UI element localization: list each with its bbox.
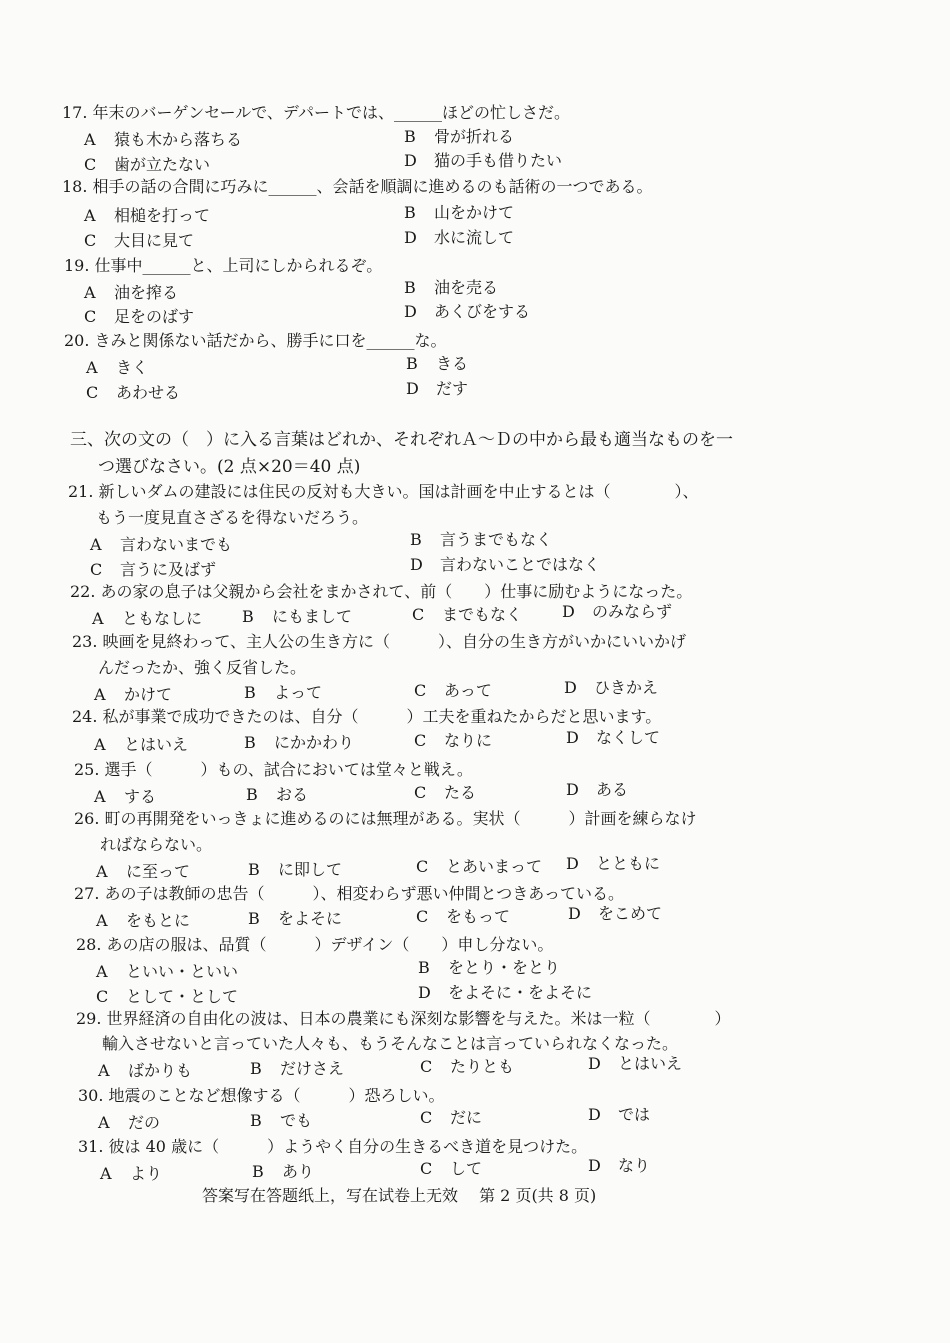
q26-option-a: A に至って bbox=[96, 862, 191, 881]
q17-option-b: B 骨が折れる bbox=[404, 127, 515, 146]
q22-option-c: C までもなく bbox=[412, 605, 523, 624]
question-18-stem: 18. 相手の話の合間に巧みに______、会話を順調に進めるのも話術の一つである。 bbox=[62, 177, 653, 196]
q31-option-a: A より bbox=[100, 1164, 163, 1183]
q27-option-b: B をよそに bbox=[248, 909, 343, 928]
question-20-stem: 20. きみと関係ない話だから、勝手に口を______な。 bbox=[64, 331, 447, 350]
q18-option-d: D 水に流して bbox=[404, 228, 515, 247]
question-21-stem-line1: 21. 新しいダムの建設には住民の反対も大きい。国は計画を中止するとは（ ）、 bbox=[68, 482, 699, 501]
q21-option-d: D 言わないことではなく bbox=[410, 555, 601, 574]
question-27-stem: 27. あの子は教師の忠告（ ）、相変わらず悪い仲間とつきあっている。 bbox=[74, 884, 625, 903]
q28-option-d: D をよそに・をよそに bbox=[418, 983, 593, 1002]
q18-option-b: B 山をかけて bbox=[404, 203, 515, 222]
q20-option-a: A きく bbox=[86, 358, 149, 377]
q27-option-d: D をこめて bbox=[568, 904, 663, 923]
q26-option-c: C とあいまって bbox=[416, 857, 543, 876]
question-28-stem: 28. あの店の服は、品質（ ）デザイン（ ）申し分ない。 bbox=[76, 935, 554, 954]
question-31-stem: 31. 彼は 40 歳に（ ）ようやく自分の生きるべき道を見つけた。 bbox=[78, 1137, 588, 1156]
q29-option-c: C たりとも bbox=[420, 1057, 515, 1076]
q22-option-d: D のみならず bbox=[562, 602, 673, 621]
q23-option-a: A かけて bbox=[94, 685, 173, 704]
q18-option-a: A 相槌を打って bbox=[84, 206, 211, 225]
q28-option-a: A といい・といい bbox=[96, 962, 239, 981]
q25-option-d: D ある bbox=[566, 780, 629, 799]
question-23-stem-line2: んだったか、強く反省した。 bbox=[98, 658, 307, 677]
q30-option-d: D では bbox=[588, 1105, 651, 1124]
q29-option-d: D とはいえ bbox=[588, 1054, 683, 1073]
q25-option-a: A する bbox=[94, 787, 157, 806]
q24-option-b: B にかかわり bbox=[244, 733, 355, 752]
q24-option-a: A とはいえ bbox=[94, 735, 189, 754]
q28-option-c: C として・として bbox=[96, 987, 239, 1006]
section-3-heading-line1: 三、次の文の（ ）に入る言葉はどれか、それぞれＡ～Ｄの中から最も適当なものを一 bbox=[70, 430, 733, 450]
q27-option-c: C をもって bbox=[416, 907, 511, 926]
q30-option-c: C だに bbox=[420, 1108, 483, 1127]
q28-option-b: B をとり・をとり bbox=[418, 958, 561, 977]
question-17-stem: 17. 年末のバーゲンセールで、デパートでは、______ほどの忙しさだ。 bbox=[62, 103, 570, 122]
q19-option-b: B 油を売る bbox=[404, 278, 499, 297]
q25-option-c: C たる bbox=[414, 783, 477, 802]
q20-option-c: C あわせる bbox=[86, 383, 181, 402]
q20-option-d: D だす bbox=[406, 379, 469, 398]
q27-option-a: A をもとに bbox=[96, 911, 191, 930]
q20-option-b: B きる bbox=[406, 354, 469, 373]
q19-option-a: A 油を搾る bbox=[84, 283, 179, 302]
question-23-stem-line1: 23. 映画を見終わって、主人公の生き方に（ ）、自分の生き方がいかにいいかげ bbox=[72, 632, 687, 651]
question-26-stem-line1: 26. 町の再開発をいっきょに進めるのには無理がある。実状（ ）計画を練らなけ bbox=[74, 809, 697, 828]
q30-option-b: B でも bbox=[250, 1111, 313, 1130]
question-26-stem-line2: ればならない。 bbox=[100, 835, 213, 854]
section-3-heading-line2: つ選びなさい。(2 点×20＝40 点) bbox=[98, 457, 361, 477]
q18-option-c: C 大目に見て bbox=[84, 231, 195, 250]
q29-option-b: B だけさえ bbox=[250, 1059, 345, 1078]
question-19-stem: 19. 仕事中______と、上司にしかられるぞ。 bbox=[64, 256, 383, 275]
q17-option-c: C 歯が立たない bbox=[84, 155, 211, 174]
q31-option-d: D なり bbox=[588, 1156, 651, 1175]
q21-option-b: B 言うまでもなく bbox=[410, 530, 553, 549]
q30-option-a: A だの bbox=[98, 1113, 161, 1132]
q26-option-d: D とともに bbox=[566, 854, 661, 873]
page-footer: 答案写在答题纸上，写在试卷上无效 第 2 页(共 8 页) bbox=[202, 1186, 597, 1205]
q26-option-b: B に即して bbox=[248, 860, 343, 879]
q23-option-d: D ひきかえ bbox=[564, 678, 659, 697]
q22-option-a: A ともなしに bbox=[92, 609, 203, 628]
question-25-stem: 25. 選手（ ）もの、試合においては堂々と戦え。 bbox=[74, 760, 473, 779]
q29-option-a: A ばかりも bbox=[98, 1061, 193, 1080]
question-29-stem-line1: 29. 世界経済の自由化の波は、日本の農業にも深刻な影響を与えた。米は一粒（ ） bbox=[76, 1009, 731, 1028]
question-21-stem-line2: もう一度見直さざるを得ないだろう。 bbox=[96, 508, 369, 527]
q31-option-b: B あり bbox=[252, 1162, 315, 1181]
q24-option-d: D なくして bbox=[566, 728, 661, 747]
question-29-stem-line2: 輸入させないと言っていた人々も、もうそんなことは言っていられなくなった。 bbox=[102, 1034, 679, 1053]
q21-option-a: A 言わないまでも bbox=[90, 535, 233, 554]
q24-option-c: C なりに bbox=[414, 731, 493, 750]
q22-option-b: B にもまして bbox=[242, 607, 353, 626]
q21-option-c: C 言うに及ばず bbox=[90, 560, 217, 579]
q17-option-a: A 猿も木から落ちる bbox=[84, 130, 243, 149]
q23-option-b: B よって bbox=[244, 683, 323, 702]
question-22-stem: 22. あの家の息子は父親から会社をまかされて、前（ ）仕事に励むようになった。 bbox=[70, 582, 693, 601]
q17-option-d: D 猫の手も借りたい bbox=[404, 151, 563, 170]
q25-option-b: B おる bbox=[246, 785, 309, 804]
q31-option-c: C して bbox=[420, 1159, 483, 1178]
q23-option-c: C あって bbox=[414, 681, 492, 700]
question-30-stem: 30. 地震のことなど想像する（ ）恐ろしい。 bbox=[78, 1086, 445, 1105]
q19-option-c: C 足をのばす bbox=[84, 307, 195, 326]
q19-option-d: D あくびをする bbox=[404, 302, 531, 321]
question-24-stem: 24. 私が事業で成功できたのは、自分（ ）工夫を重ねたからだと思います。 bbox=[72, 707, 662, 726]
